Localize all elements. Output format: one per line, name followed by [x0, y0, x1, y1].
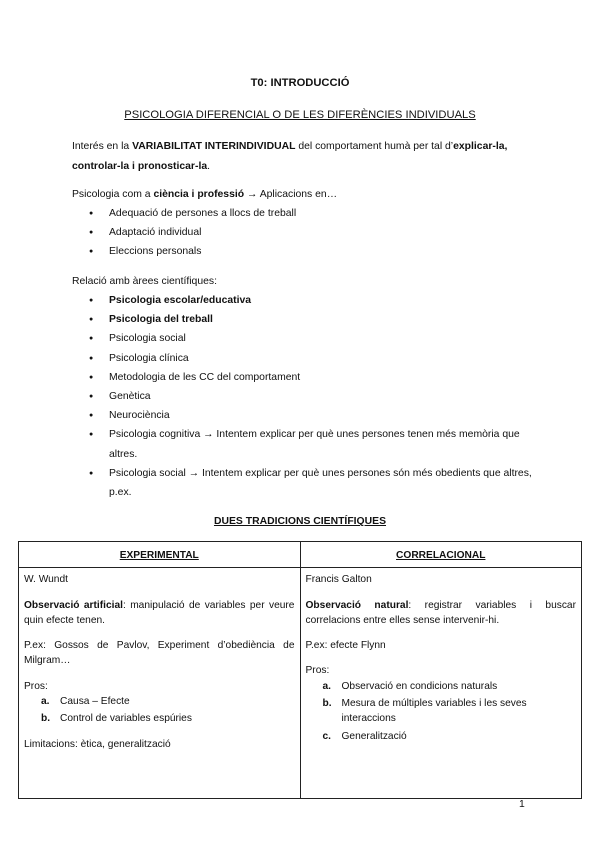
experimental-header: EXPERIMENTAL	[19, 542, 301, 568]
list-letter: a.	[41, 696, 50, 708]
correlational-obs-text: : registrar variables i buscar correlacions entre elles sense intervenir-hi.	[305, 599, 576, 626]
list-item: ● Psicologia cognitiva → Intentem explicar per què unes persones tenen més memòria que altres.	[72, 425, 532, 463]
list-letter: b.	[322, 698, 332, 710]
experimental-observation	[24, 598, 295, 629]
list-item: ● Adaptació individual	[72, 223, 532, 242]
intro-keyword: VARIABILITAT INTERINDIVIDUAL	[132, 141, 296, 152]
applications-list	[72, 204, 532, 262]
correlational-obs-label: Observació natural	[305, 599, 409, 611]
intro-goals: explicar-la, controlar-la i pronosticar-la	[72, 141, 508, 172]
correlational-header: CORRELACIONAL	[300, 542, 582, 568]
intro-paragraph	[72, 137, 532, 176]
correlational-example: P.ex: efecte Flynn	[305, 640, 386, 652]
table-header-row	[19, 542, 582, 568]
experimental-obs-text: : manipulació de variables per veure quin efecte tenen.	[24, 599, 295, 626]
relations-heading: Relació amb àrees científiques:	[72, 276, 217, 287]
table-row	[19, 568, 582, 799]
correlational-author: Francis Galton	[305, 574, 372, 586]
experimental-pros-label: Pros:	[24, 680, 48, 692]
list-item	[24, 694, 295, 709]
list-item: ● Adequació de persones a llocs de treball	[72, 204, 532, 223]
intro-text-3: .	[207, 160, 210, 172]
correlational-cell	[300, 568, 582, 799]
list-letter: b.	[41, 713, 51, 725]
experimental-cell	[19, 568, 301, 799]
list-item: ● Neurociència	[72, 406, 532, 425]
list-item: ● Metodologia de les CC del comportament	[72, 368, 532, 387]
page-title: T0: INTRODUCCIÓ	[250, 77, 350, 89]
psychology-text-2: → Aplicacions en…	[244, 189, 338, 200]
experimental-obs-label: Observació artificial	[24, 599, 123, 611]
list-letter: a.	[322, 680, 331, 692]
intro-text-1: Interés en la	[72, 141, 133, 152]
list-text: Causa – Efecte	[60, 696, 130, 708]
experimental-author: W. Wundt	[24, 574, 68, 586]
list-item	[306, 696, 577, 727]
psychology-text-1: Psicologia com a	[72, 189, 154, 200]
list-item: ● Eleccions personals	[72, 242, 532, 261]
list-text: Observació en condicions naturals	[341, 680, 498, 692]
list-text: Generalització	[341, 730, 407, 742]
correlational-observation	[306, 598, 577, 629]
experimental-limitations: Limitacions: ètica, generalització	[24, 738, 171, 750]
correlational-pros-label: Pros:	[305, 665, 330, 677]
list-item: ● Genètica	[72, 387, 532, 406]
list-item	[306, 679, 577, 694]
list-item	[24, 711, 295, 726]
correlational-pros-list	[306, 679, 577, 744]
relations-list	[72, 291, 532, 502]
list-item: ● Psicologia escolar/educativa	[72, 291, 532, 310]
psychology-keyword: ciència i professió	[153, 189, 245, 200]
list-item: ● Psicologia del treball	[72, 310, 532, 329]
relations-section	[72, 272, 532, 502]
list-letter: c.	[322, 730, 331, 742]
section-heading: DUES TRADICIONS CIENTÍFIQUES	[213, 516, 387, 527]
intro-text-2: del comportament humà per tal d’	[295, 141, 454, 152]
experimental-example: P.ex: Gossos de Pavlov, Experiment d’obediència de Milgram…	[24, 640, 295, 667]
list-item: ● Psicologia social → Intentem explicar per què unes persones són més obedients que altres, p.ex.	[72, 464, 532, 502]
experimental-pros-list	[24, 694, 295, 727]
list-item: ● Psicologia clínica	[72, 349, 532, 368]
page-number: 1	[519, 799, 525, 810]
psychology-section	[72, 185, 532, 262]
list-item	[306, 729, 577, 744]
page-subtitle: PSICOLOGIA DIFERENCIAL O DE LES DIFERÈNCIES INDIVIDUALS	[124, 109, 476, 121]
list-text: Control de variables espúries	[60, 713, 192, 725]
traditions-table	[18, 541, 582, 799]
list-text: Mesura de múltiples variables i les seves interaccions	[341, 698, 527, 725]
list-item: ● Psicologia social	[72, 329, 532, 348]
